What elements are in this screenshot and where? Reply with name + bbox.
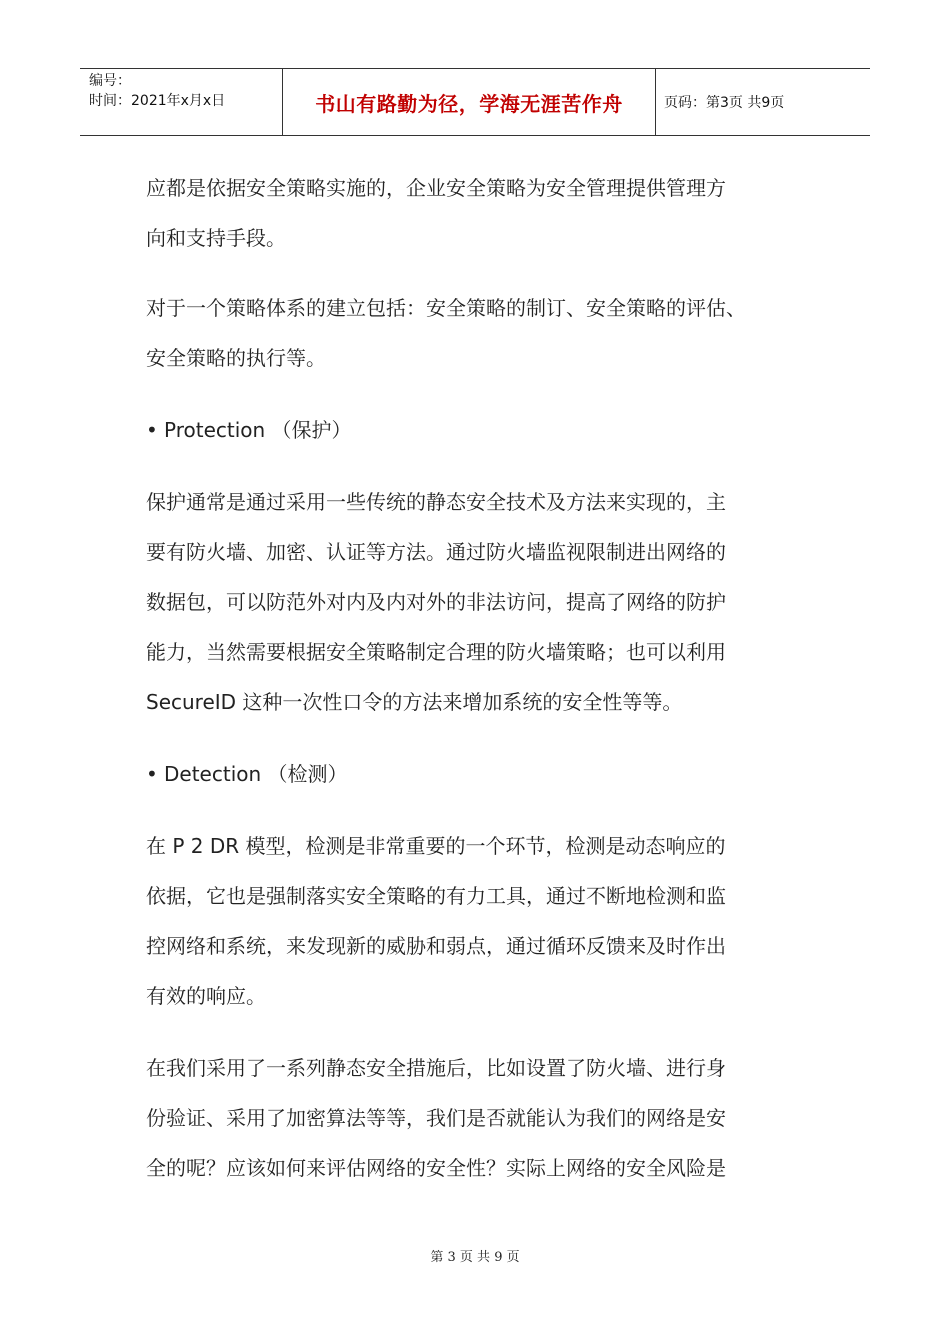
header-page-info: 页码：第3页 共9页 xyxy=(664,95,785,111)
body-line: 在 P 2 DR 模型，检测是非常重要的一个环节，检测是动态响应的 xyxy=(146,834,726,858)
page-footer: 第 3 页 共 9 页 xyxy=(430,1250,520,1265)
document-date: 时间：2021年x月x日 xyxy=(89,93,226,109)
bullet-dot: • xyxy=(146,762,158,786)
header-motto: 书山有路勤为径，学海无涯苦作舟 xyxy=(315,91,623,116)
header-motto-cell xyxy=(282,69,656,135)
body-line: 份验证、采用了加密算法等等，我们是否就能认为我们的网络是安 xyxy=(146,1106,726,1130)
bullet-detection-label: Detection （检测） xyxy=(164,762,348,786)
body-line: 安全策略的执行等。 xyxy=(146,346,326,370)
body-line: 全的呢？应该如何来评估网络的安全性？实际上网络的安全风险是 xyxy=(146,1156,726,1180)
body-line: 应都是依据安全策略实施的，企业安全策略为安全管理提供管理方 xyxy=(146,176,726,200)
body-line: 保护通常是通过采用一些传统的静态安全技术及方法来实现的，主 xyxy=(146,490,726,514)
body-line: 向和支持手段。 xyxy=(146,226,286,250)
bullet-dot: • xyxy=(146,418,158,442)
body-line: 数据包，可以防范外对内及内对外的非法访问，提高了网络的防护 xyxy=(146,590,726,614)
body-line: 对于一个策略体系的建立包括：安全策略的制订、安全策略的评估、 xyxy=(146,296,746,320)
header-meta-cell xyxy=(80,69,282,135)
document-header xyxy=(80,68,870,136)
bullet-protection-label: Protection （保护） xyxy=(164,418,352,442)
body-line: 要有防火墙、加密、认证等方法。通过防火墙监视限制进出网络的 xyxy=(146,540,726,564)
document-number-label: 编号： xyxy=(89,73,131,89)
body-line: 依据，它也是强制落实安全策略的有力工具，通过不断地检测和监 xyxy=(146,884,726,908)
bullet-protection xyxy=(146,414,352,443)
body-line: 在我们采用了一系列静态安全措施后，比如设置了防火墙、进行身 xyxy=(146,1056,726,1080)
body-line: 能力，当然需要根据安全策略制定合理的防火墙策略；也可以利用 xyxy=(146,640,726,664)
body-line: 控网络和系统，来发现新的威胁和弱点，通过循环反馈来及时作出 xyxy=(146,934,726,958)
body-line: 有效的响应。 xyxy=(146,984,266,1008)
header-page-cell xyxy=(656,69,870,135)
body-line: SecureID 这种一次性口令的方法来增加系统的安全性等等。 xyxy=(146,690,683,714)
bullet-detection xyxy=(146,758,348,787)
